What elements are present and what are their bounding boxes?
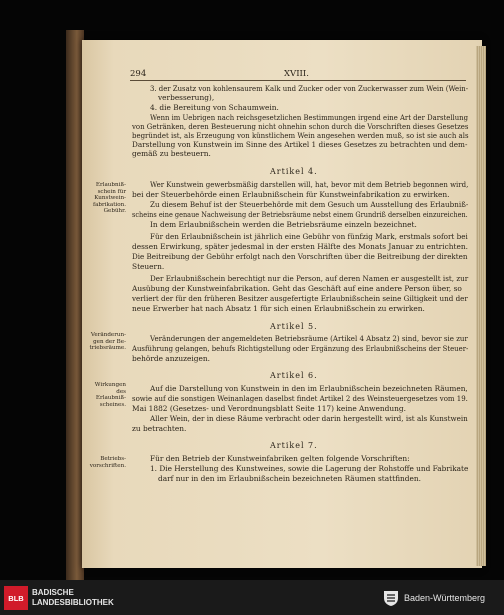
text-line: von Getränken, deren Besteuerung nicht ohnehin schon durch die Vorschriften dieses Gesetzes xyxy=(132,122,469,131)
text-line: Die Beitreibung der Gebühr erfolgt nach den Vorschriften über die Beitreibung der direkten xyxy=(132,252,468,261)
text-line: Veränderungen der angemeldeten Betriebsräume (Artikel 4 Absatz 2) sind, bevor sie zur xyxy=(150,334,468,343)
text-line: Zu diesem Behuf ist der Steuerbehörde mit dem Gesuch um Ausstellung des Erlaubniß- xyxy=(150,200,469,209)
section-number: XVIII. xyxy=(284,69,309,79)
text-line: Aller Wein, der in diese Räume verbracht oder darin hergestellt wird, ist als Kunstwein xyxy=(150,414,468,423)
text-line: Ausführung gelangen, behufs Richtigstellung oder Ergänzung des Erlaubnißscheins der Steuer- xyxy=(132,344,469,353)
text-line: Für den Erlaubnißschein ist jährlich eine Gebühr von fünfzig Mark, erstmals sofort bei xyxy=(150,232,468,241)
text-line: neue Erwerber hat nach Absatz 1 für sich einen Erlaubnißschein zu erwirken. xyxy=(132,304,425,313)
page-number: 294 xyxy=(130,69,147,79)
article-heading: Artikel 7. xyxy=(270,441,318,450)
text-line: sowie auf die sonstigen Weinanlagen daselbst findet Artikel 2 des Weinsteuergesetzes vom 19. xyxy=(132,394,468,403)
text-line: Der Erlaubnißschein berechtigt nur die Person, auf deren Namen er ausgestellt ist, zur xyxy=(150,274,469,283)
library-name-line-1: BADISCHE xyxy=(32,588,74,597)
library-name xyxy=(32,588,114,608)
article-heading: Artikel 4. xyxy=(270,167,318,176)
text-line: 1. Die Herstellung des Kunstweines, sowie die Lagerung der Rohstoffe und Fabrikate xyxy=(150,464,469,473)
text-line: Auf die Darstellung von Kunstwein in den im Erlaubnißschein bezeichneten Räumen, xyxy=(150,384,468,393)
text-line: verliert der für den früheren Besitzer ausgefertigte Erlaubnißschein seine Giltigkeit und der xyxy=(132,294,468,303)
text-line: Für den Betrieb der Kunstweinfabriken gelten folgende Vorschriften: xyxy=(150,454,410,463)
text-line: begründet ist, als Erzeugung von künstlichem Wein angesehen werden muß, so ist sie auch als xyxy=(132,131,469,140)
page-edge xyxy=(476,46,486,566)
header-rule xyxy=(130,80,466,81)
library-logo[interactable]: BLB xyxy=(4,586,28,610)
text-line: behörde anzuzeigen. xyxy=(132,354,210,363)
text-line: darf nur in den im Erlaubnißschein bezeichneten Räumen stattfinden. xyxy=(158,474,421,483)
text-line: In dem Erlaubnißschein werden die Betriebsräume einzeln bezeichnet. xyxy=(150,220,417,229)
article-heading: Artikel 5. xyxy=(270,322,318,331)
text-line: gemäß zu besteuern. xyxy=(132,149,211,158)
state-name[interactable]: Baden-Württemberg xyxy=(404,593,486,603)
article-heading: Artikel 6. xyxy=(270,371,318,380)
text-line: Wer Kunstwein gewerbsmäßig darstellen will, hat, bevor mit dem Betrieb begonnen wird, xyxy=(150,180,469,189)
text-line: bei der Steuerbehörde einen Erlaubnißschein für Kunstweinfabrikation zu erwirken. xyxy=(132,190,450,199)
text-line: Wenn im Uebrigen nach reichsgesetzlichen Bestimmungen irgend eine Art der Darstellung xyxy=(150,113,468,122)
state-crest-icon xyxy=(382,589,400,607)
margin-note: Wirkungen des Erlaubniß-scheines. xyxy=(94,382,126,408)
text-line: 4. die Bereitung von Schaumwein. xyxy=(150,103,279,112)
margin-note: Veränderun-gen der Be-triebsräume. xyxy=(89,332,126,352)
text-line: Darstellung von Kunstwein im Sinne des Artikel 1 dieses Gesetzes zu betrachten und dem- xyxy=(132,140,468,149)
text-line: Steuern. xyxy=(132,262,165,271)
margin-note: Betriebs-vorschriften. xyxy=(89,456,126,469)
library-name-line-2: LANDESBIBLIOTHEK xyxy=(32,598,114,607)
text-line: Mai 1882 (Gesetzes- und Verordnungsblatt Seite 117) keine Anwendung. xyxy=(132,404,406,413)
margin-note: Erlaubniß-schein für Kunstwein-fabrikation. Gebühr. xyxy=(93,182,126,215)
text-line: verbesserung), xyxy=(158,93,215,102)
text-line: Ausübung der Kunstweinfabrikation. Geht das Geschäft auf eine andere Person über, so xyxy=(132,284,462,293)
text-line: 3. der Zusatz von kohlensaurem Kalk und Zucker oder von Zuckerwasser zum Wein (Wein- xyxy=(150,84,469,93)
text-line: dessen Erwirkung, später jedesmal in der ersten Hälfte des Monats Januar zu entrichten. xyxy=(132,242,468,251)
text-line: zu betrachten. xyxy=(132,424,187,433)
text-line: scheins eine genaue Nachweisung der Betriebsräume nebst einem Grundriß derselben einzureichen. xyxy=(132,210,468,219)
